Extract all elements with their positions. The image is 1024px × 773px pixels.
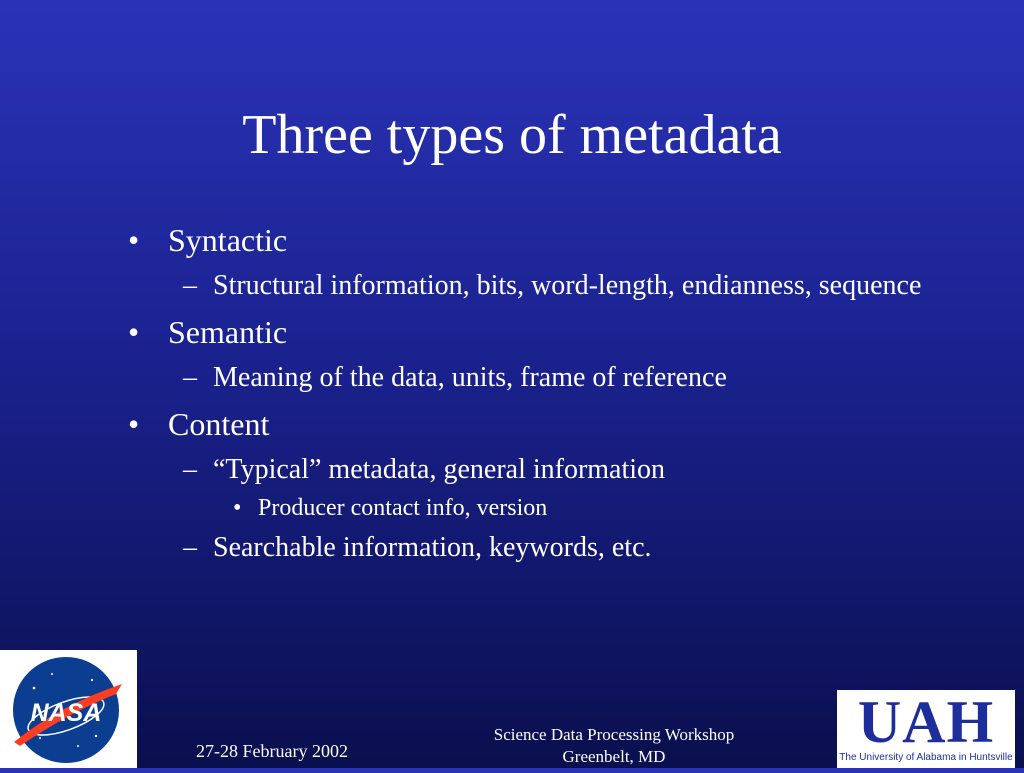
bullet-text: Semantic bbox=[168, 314, 288, 350]
nasa-logo bbox=[0, 650, 137, 768]
bullet-marker: • bbox=[128, 406, 140, 442]
bullet-marker: • bbox=[233, 495, 242, 521]
bullet-item bbox=[128, 218, 968, 262]
sub-bullet-text: “Typical” metadata, general information bbox=[213, 454, 666, 485]
footer-event bbox=[458, 724, 770, 768]
sub-bullet-item bbox=[128, 450, 968, 490]
sub-bullet-item bbox=[128, 528, 968, 568]
slide-title: Three types of metadata bbox=[242, 104, 782, 166]
sub-bullet-text: Structural information, bits, word-length, endianness, sequence bbox=[213, 270, 922, 301]
bullet-list bbox=[128, 214, 968, 568]
sub-bullet-item bbox=[128, 358, 968, 398]
bullet-item bbox=[128, 402, 968, 446]
nasa-logo-text: NASA bbox=[30, 699, 102, 727]
nasa-meatball-icon bbox=[0, 650, 137, 768]
footer-date: 27-28 February 2002 bbox=[196, 741, 348, 761]
bullet-item bbox=[128, 310, 968, 354]
bullet-marker: • bbox=[128, 314, 140, 350]
uah-logo-letters: UAH bbox=[857, 689, 995, 755]
dash-marker: – bbox=[183, 362, 197, 393]
bullet-text: Syntactic bbox=[168, 222, 288, 258]
footer-event-location: Greenbelt, MD bbox=[562, 747, 666, 766]
uah-logo bbox=[837, 690, 1015, 768]
sub-sub-bullet-item bbox=[128, 492, 968, 524]
dash-marker: – bbox=[183, 270, 197, 301]
footer-event-title: Science Data Processing Workshop bbox=[493, 725, 735, 744]
sub-bullet-item bbox=[128, 266, 968, 306]
sub-bullet-text: Meaning of the data, units, frame of reference bbox=[213, 362, 727, 393]
bullet-text: Content bbox=[168, 406, 270, 442]
bullet-marker: • bbox=[128, 222, 140, 258]
dash-marker: – bbox=[183, 532, 197, 563]
uah-logo-subtitle: The University of Alabama in Huntsville bbox=[839, 752, 1013, 763]
sub-bullet-text: Searchable information, keywords, etc. bbox=[213, 532, 652, 563]
sub-sub-bullet-text: Producer contact info, version bbox=[258, 495, 548, 521]
dash-marker: – bbox=[183, 454, 197, 485]
